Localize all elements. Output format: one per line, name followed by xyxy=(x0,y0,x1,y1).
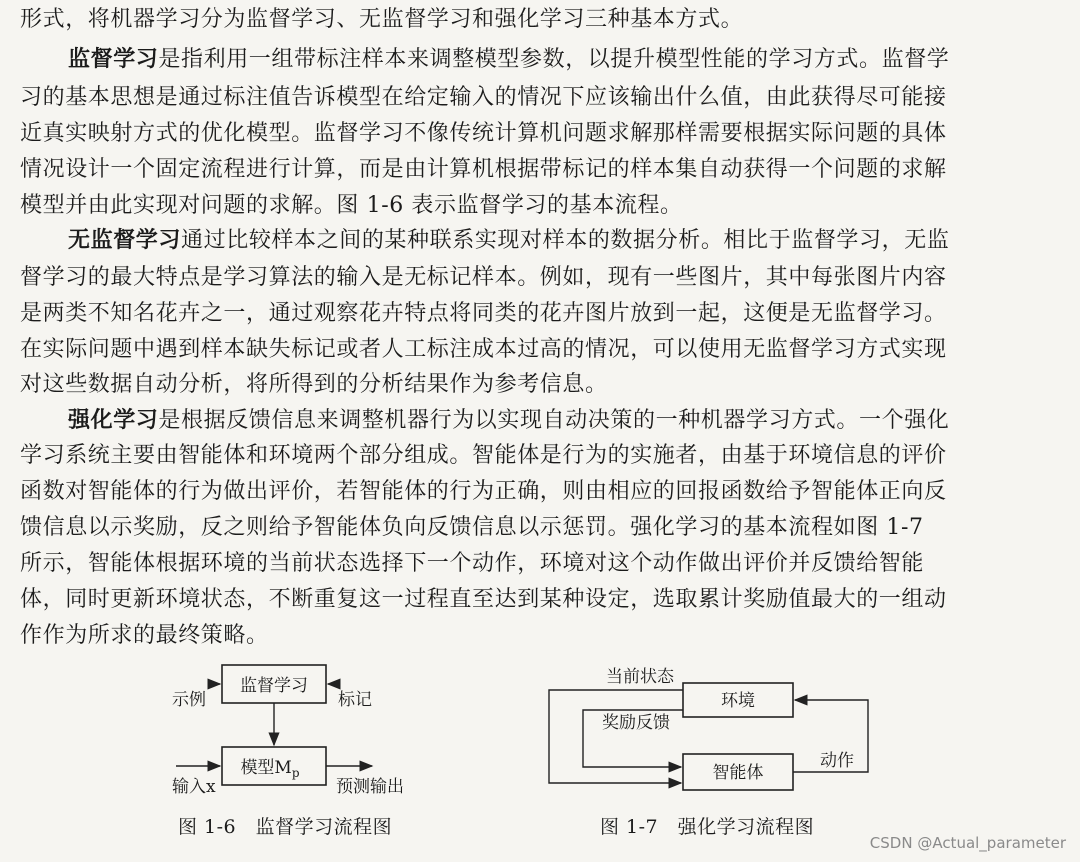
figure-1-7-diagram xyxy=(549,667,868,790)
label-reward-feedback: 奖励反馈 xyxy=(602,713,670,733)
label-mark: 标记 xyxy=(338,690,372,710)
text-line: 作作为所求的最终策略。 xyxy=(20,623,269,648)
text-line: 馈信息以示奖励，反之则给予智能体负向反馈信息以示惩罚。强化学习的基本流程如图 1-7 xyxy=(20,515,924,540)
label-input: 输入x xyxy=(172,777,216,797)
text-line: 函数对智能体的行为做出评价，若智能体的行为正确，则由相应的回报函数给予智能体正向反 xyxy=(20,479,947,504)
text-line: 情况设计一个固定流程进行计算，而是由计算机根据带标记的样本集自动获得一个问题的求解 xyxy=(20,157,947,182)
text-line: 体，同时更新环境状态，不断重复这一过程直至达到某种设定，选取累计奖励值最大的一组动 xyxy=(20,587,947,612)
text-line: 对这些数据自动分析，将所得到的分析结果作为参考信息。 xyxy=(20,372,608,397)
text-line: 近真实映射方式的优化模型。监督学习不像传统计算机问题求解那样需要根据实际问题的具体 xyxy=(20,121,947,146)
figure-1-7-caption: 图 1-7 强化学习流程图 xyxy=(600,816,815,838)
box-environment-label: 环境 xyxy=(721,691,755,711)
label-current-state: 当前状态 xyxy=(606,667,674,687)
text-line: 督学习的最大特点是学习算法的输入是无标记样本。例如，现有一些图片，其中每张图片内容 xyxy=(20,265,947,290)
watermark: CSDN @Actual_parameter xyxy=(869,834,1066,852)
text-line: 模型并由此实现对问题的求解。图 1-6 表示监督学习的基本流程。 xyxy=(20,193,683,218)
label-output: 预测输出 xyxy=(336,777,404,797)
box-model-label xyxy=(240,758,299,780)
text-span: 是根据反馈信息来调整机器行为以实现自动决策的一种机器学习方式。一个强化 xyxy=(158,408,950,433)
model-label-main: 模型M xyxy=(240,758,292,778)
box-agent-label: 智能体 xyxy=(712,763,764,783)
box-supervised-learning-label: 监督学习 xyxy=(240,676,308,696)
term-unsupervised-learning: 无监督学习 xyxy=(68,228,182,253)
text-line: 形式，将机器学习分为监督学习、无监督学习和强化学习三种基本方式。 xyxy=(20,7,744,32)
figure-1-6-caption: 图 1-6 监督学习流程图 xyxy=(178,816,393,838)
text-line: 在实际问题中遇到样本缺失标记或者人工标注成本过高的情况，可以使用无监督学习方式实现 xyxy=(20,337,947,362)
text-line: 是两类不知名花卉之一，通过观察花卉特点将同类的花卉图片放到一起，这便是无监督学习。 xyxy=(20,301,947,326)
text-line: 所示，智能体根据环境的当前状态选择下一个动作，环境对这个动作做出评价并反馈给智能 xyxy=(20,551,925,576)
term-reinforcement-learning: 强化学习 xyxy=(68,408,159,433)
text-line: 习的基本思想是通过标注值告诉模型在给定输入的情况下应该输出什么值，由此获得尽可能接 xyxy=(20,85,947,110)
text-line: 学习系统主要由智能体和环境两个部分组成。智能体是行为的实施者，由基于环境信息的评价 xyxy=(20,443,947,468)
term-supervised-learning: 监督学习 xyxy=(68,47,159,72)
label-example: 示例 xyxy=(172,690,206,710)
arrow-current-state xyxy=(549,690,683,783)
text-span: 通过比较样本之间的某种联系实现对样本的数据分析。相比于监督学习，无监 xyxy=(181,228,950,253)
figure-1-6-diagram xyxy=(172,665,404,797)
model-label-subscript: p xyxy=(291,766,300,780)
label-action: 动作 xyxy=(820,751,854,771)
text-span: 是指利用一组带标注样本来调整模型参数，以提升模型性能的学习方式。监督学 xyxy=(158,47,950,72)
